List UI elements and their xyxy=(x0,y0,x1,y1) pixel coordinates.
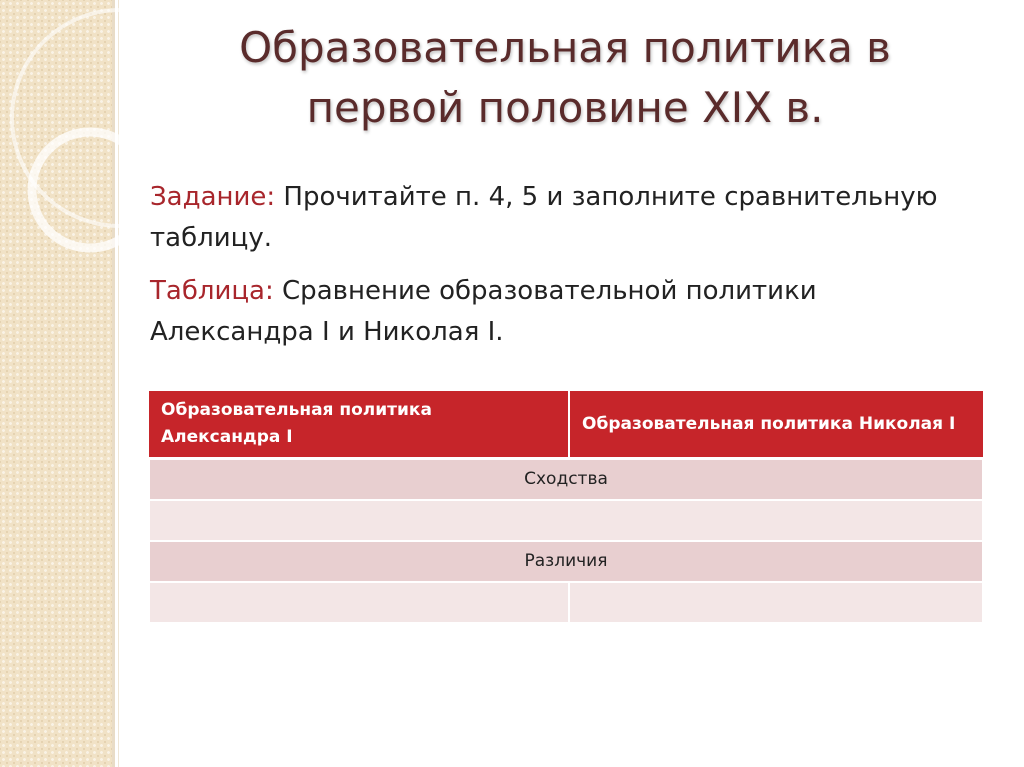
differences-label-row xyxy=(149,541,983,582)
task-label: Задание: xyxy=(150,182,276,212)
slide-title-line2: первой половине XIX в. xyxy=(306,83,824,132)
header-alexander: Образовательная политика Александра I xyxy=(149,391,569,459)
similarities-cell[interactable] xyxy=(149,500,983,541)
slide-title-line1: Образовательная политика в xyxy=(239,23,891,72)
differences-cell-alexander[interactable] xyxy=(149,582,569,623)
task-text: Прочитайте п. 4, 5 и заполните сравнительную таблицу. xyxy=(150,182,938,253)
comparison-table xyxy=(148,391,984,624)
header-nicholas: Образовательная политика Николая I xyxy=(569,391,983,459)
table-caption-text: Сравнение образовательной политики Александра I и Николая I. xyxy=(150,276,817,347)
similarities-row xyxy=(149,500,983,541)
differences-row xyxy=(149,582,983,623)
task-paragraph xyxy=(150,177,940,259)
differences-cell-nicholas[interactable] xyxy=(569,582,983,623)
similarities-label: Сходства xyxy=(149,459,983,500)
differences-label: Различия xyxy=(149,541,983,582)
table-caption-paragraph xyxy=(150,271,940,353)
table-header-row xyxy=(149,391,983,459)
table-caption-label: Таблица: xyxy=(150,276,274,306)
similarities-label-row xyxy=(149,459,983,500)
slide-title xyxy=(150,18,980,138)
